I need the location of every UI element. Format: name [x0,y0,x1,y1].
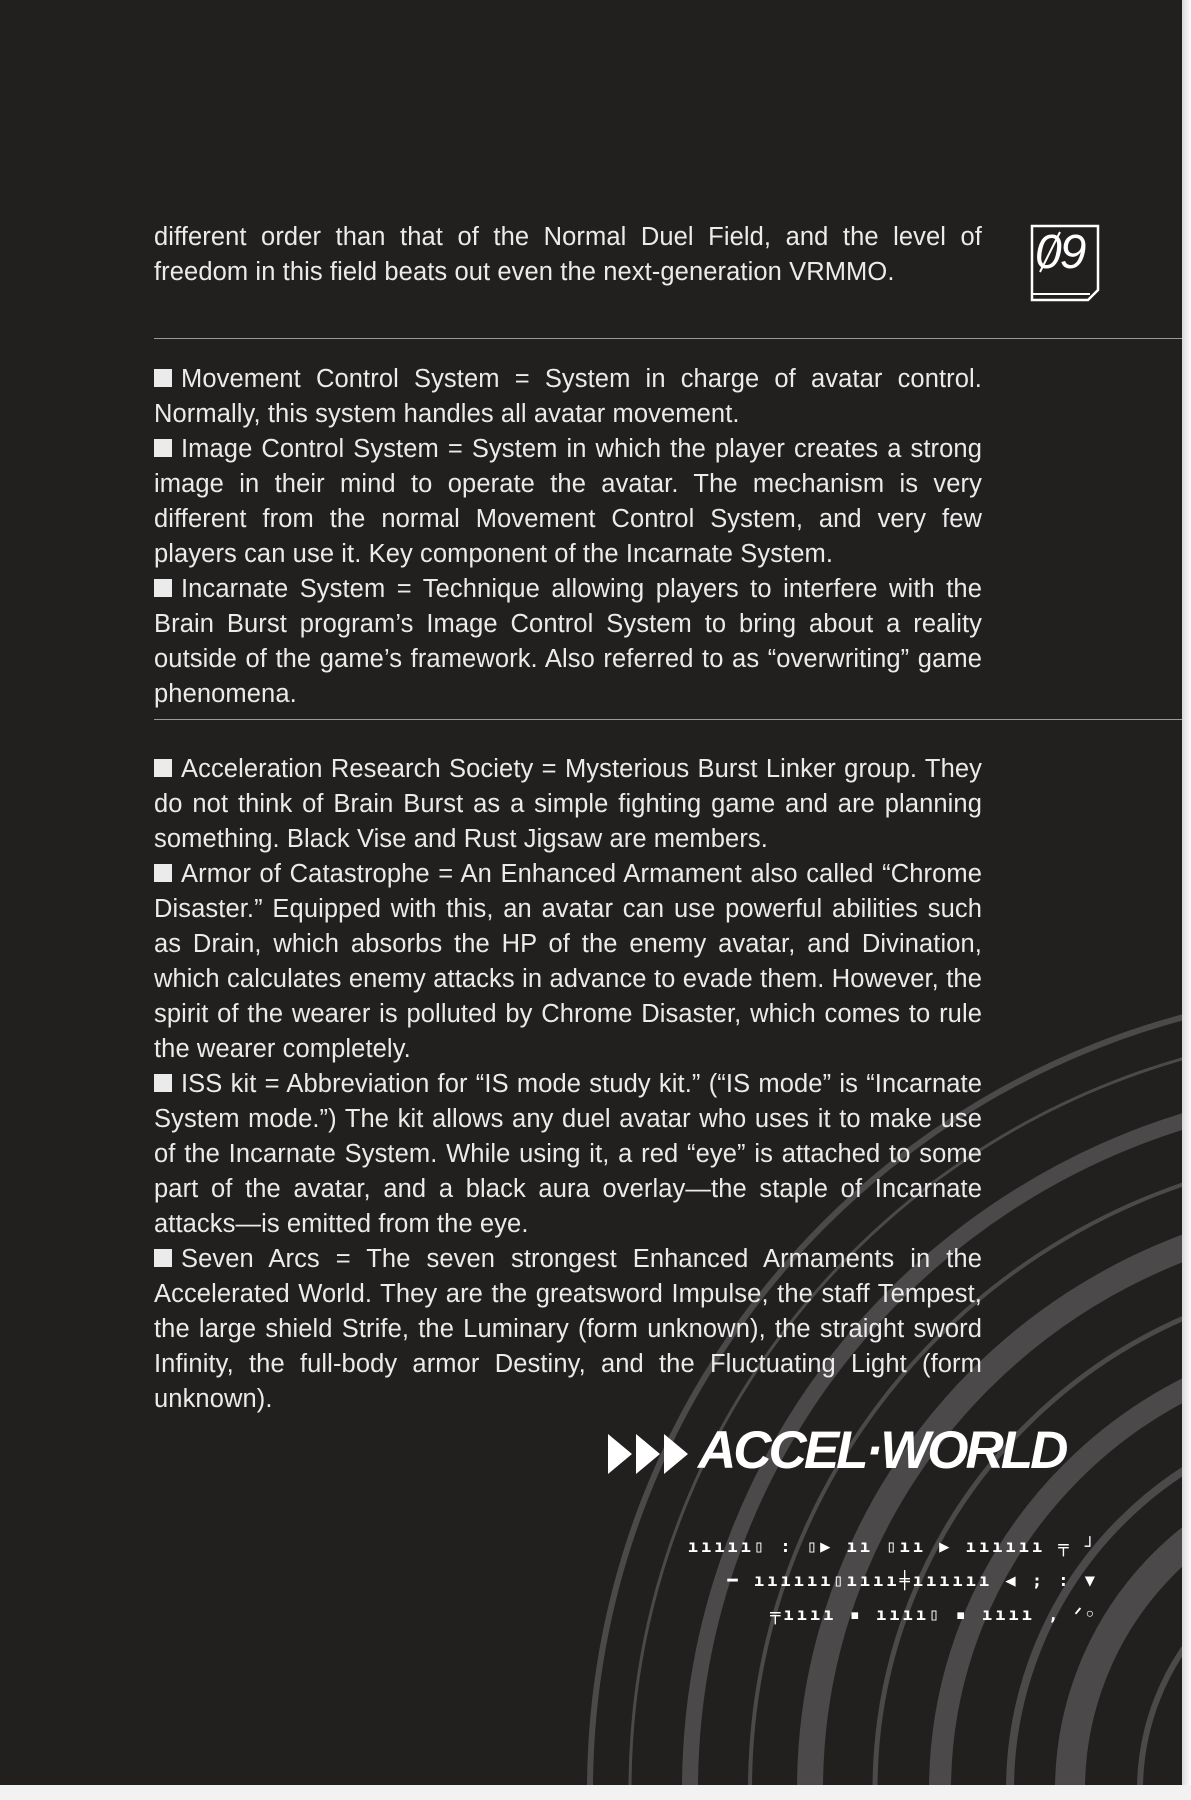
glossary-entry [154,857,982,1067]
page-bottom-margin [0,1785,1191,1800]
glossary-entry [154,752,982,857]
entry-text: ISS kit = Abbreviation for “IS mode study kit.” (“IS mode” is “Incarnate System mode.”) The kit allows any duel avatar who uses it to make use of the Incarnate System. While using it, a red “eye” is attached to some part of the avatar, and a black aura overlay—the staple of Incarnate attacks—is emitted from the eye. [154,1070,982,1238]
glossary-section-1 [154,362,982,712]
entry-text: Armor of Catastrophe = An Enhanced Armament also called “Chrome Disaster.” Equipped with this, an avatar can use powerful abilities such as Drain, which absorbs the HP of the enemy avatar, and Divination, which calculates enemy attacks in advance to evade them. However, the spirit of the wearer is polluted by Chrome Disaster, which comes to rule the wearer completely. [154,860,982,1063]
glyph-line: ━ ıııııı▯ıııı╪ıııııı ◀ ; : ▼ [727,1571,1098,1591]
bullet-square-icon [154,864,172,882]
section-divider [154,719,1182,720]
page-number: 09 [1035,226,1085,279]
bullet-square-icon [154,1249,172,1267]
bullet-square-icon [154,1074,172,1092]
page-number-badge [1030,224,1102,302]
bullet-square-icon [154,439,172,457]
page-edge [1182,0,1191,1800]
entry-text: Movement Control System = System in charge of avatar control. Normally, this system handles all avatar movement. [154,365,982,428]
glossary-entry [154,1242,982,1417]
glyph-line: ╤ıııı ▪ ıııı▯ ▪ ıııı , ᐟ◦ [770,1605,1098,1625]
entry-text: Image Control System = System in which the player creates a strong image in their mind to operate the avatar. The mechanism is very different from the normal Movement Control System, and very few players can use it. Key component of the Incarnate System. [154,435,982,568]
glossary-entry [154,572,982,712]
entry-text: Seven Arcs = The seven strongest Enhanced Armaments in the Accelerated World. They are the greatsword Impulse, the staff Tempest, the large shield Strife, the Luminary (form unknown), the straight sword Infinity, the full-body armor Destiny, and the Fluctuating Light (form unknown). [154,1245,982,1413]
logo-wordmark: ACCEL·WORLD [698,1421,1066,1480]
accel-world-logo [598,1420,1098,1482]
intro-text: different order than that of the Normal Duel Field, and the level of freedom in this field beats out even the next-generation VRMMO. [154,223,982,286]
section-divider [154,338,1182,339]
bullet-square-icon [154,759,172,777]
glyph-line: ııııı▯ : ▯▶ ıı ▯ıı ▶ ıııııı ╤ ┘ [687,1537,1098,1557]
glossary-entry [154,1067,982,1242]
decorative-glyph-block [688,1530,1098,1632]
glossary-entry [154,432,982,572]
bullet-square-icon [154,579,172,597]
bullet-square-icon [154,369,172,387]
triple-arrow-icon [598,1426,698,1488]
glossary-entry [154,362,982,432]
entry-text: Incarnate System = Technique allowing players to interfere with the Brain Burst program’s Image Control System to bring about a reality outside of the game’s framework. Also referred to as “overwriting” game phenomena. [154,575,982,708]
intro-paragraph [154,220,982,290]
entry-text: Acceleration Research Society = Mysterious Burst Linker group. They do not think of Brain Burst as a simple fighting game and are planning something. Black Vise and Rust Jigsaw are members. [154,755,982,853]
glossary-section-2 [154,752,982,1417]
